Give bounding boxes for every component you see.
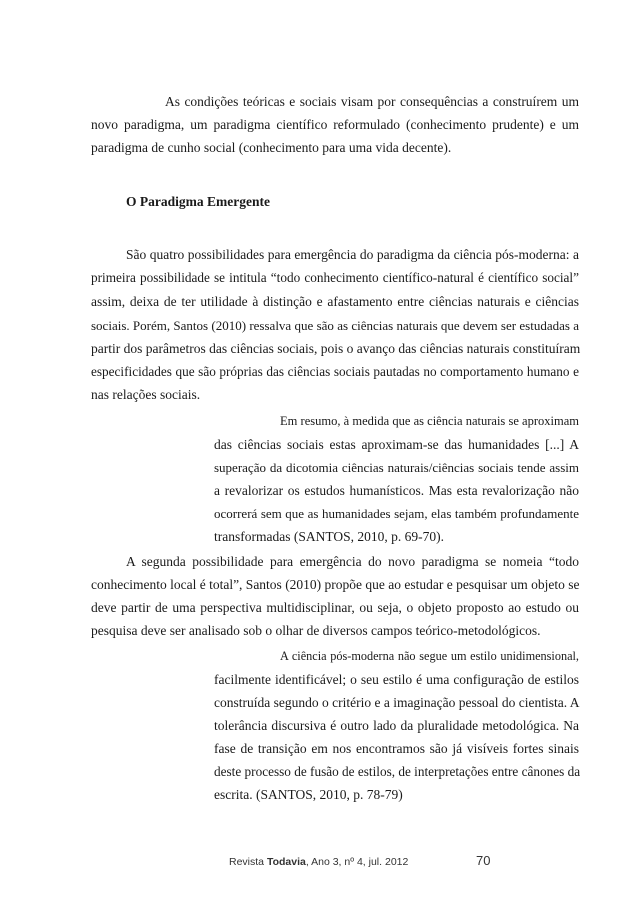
quote-2-line-1: A ciência pós-moderna não segue um estilo unidimensional, [280, 649, 579, 663]
quote-2-line-5: fase de transição em nos encontramos são já visíveis fortes sinais [214, 741, 579, 756]
paragraph-2-line-3: assim, deixa de ter utilidade à distinção e afastamento entre ciências naturais e ciências [91, 294, 579, 309]
quote-1-line-1: Em resumo, à medida que as ciência naturais se aproximam [280, 414, 579, 428]
paragraph-3-line-1: A segunda possibilidade para emergência do novo paradigma se nomeia “todo [126, 554, 579, 569]
quote-2-line-2: facilmente identificável; o seu estilo é uma configuração de estilos [214, 672, 579, 687]
footer-prefix: Revista [229, 856, 267, 868]
footer-journal-name: Todavia [266, 856, 306, 868]
quote-1-line-3: superação da dicotomia ciências naturais/ciências sociais tende assim [214, 460, 579, 475]
quote-1-line-5: ocorrerá sem que as humanidades sejam, elas também profundamente [214, 506, 579, 521]
page-footer [229, 856, 408, 868]
paragraph-2-line-5: partir dos parâmetros das ciências sociais, pois o avanço das ciências naturais constituíram [91, 341, 581, 356]
paragraph-3-line-4: pesquisa deve ser analisado sob o olhar de diversos campos teórico-metodológicos. [91, 623, 541, 638]
quote-2-line-7: escrita. (SANTOS, 2010, p. 78-79) [214, 787, 403, 802]
paragraph-3-line-3: deve partir de uma perspectiva multidisciplinar, ou seja, o objeto proposto ao estudo ou [91, 600, 579, 615]
footer-issue-info: , Ano 3, nº 4, jul. 2012 [305, 856, 409, 868]
paragraph-1-line-1: As condições teóricas e sociais visam por consequências a construírem um [165, 94, 579, 109]
paragraph-2-line-7: nas relações sociais. [91, 387, 201, 402]
paragraph-3-line-2: conhecimento local é total”, Santos (2010) propõe que ao estudar e pesquisar um objeto se [91, 577, 580, 592]
paragraph-2-line-2: primeira possibilidade se intitula “todo conhecimento científico-natural é científico social” [91, 270, 579, 285]
paragraph-1-line-3: paradigma de cunho social (conhecimento para uma vida decente). [91, 140, 452, 155]
quote-2-line-4: tolerância discursiva é outro lado da pluralidade metodológica. Na [214, 718, 579, 733]
quote-1-line-2: das ciências sociais estas aproximam-se das humanidades [...] A [214, 437, 579, 452]
quote-1-line-4: a revalorizar os estudos humanísticos. Mas esta revalorização não [214, 483, 579, 498]
quote-2-line-3: construída segundo o critério e a imaginação pessoal do cientista. A [214, 695, 580, 710]
page-number: 70 [476, 853, 491, 868]
paragraph-2-line-4: sociais. Porém, Santos (2010) ressalva que são as ciências naturais que devem ser estudadas a [91, 318, 579, 333]
section-heading: O Paradigma Emergente [126, 194, 270, 209]
paragraph-1-line-2: novo paradigma, um paradigma científico reformulado (conhecimento prudente) e um [91, 117, 579, 132]
paragraph-2-line-1: São quatro possibilidades para emergência do paradigma da ciência pós-moderna: a [126, 247, 579, 262]
quote-2-line-6: deste processo de fusão de estilos, de interpretações entre cânones da [214, 764, 581, 779]
paragraph-2-line-6: especificidades que são próprias das ciências sociais pautadas no comportamento humano e [91, 364, 579, 379]
quote-1-line-6: transformadas (SANTOS, 2010, p. 69-70). [214, 529, 444, 544]
